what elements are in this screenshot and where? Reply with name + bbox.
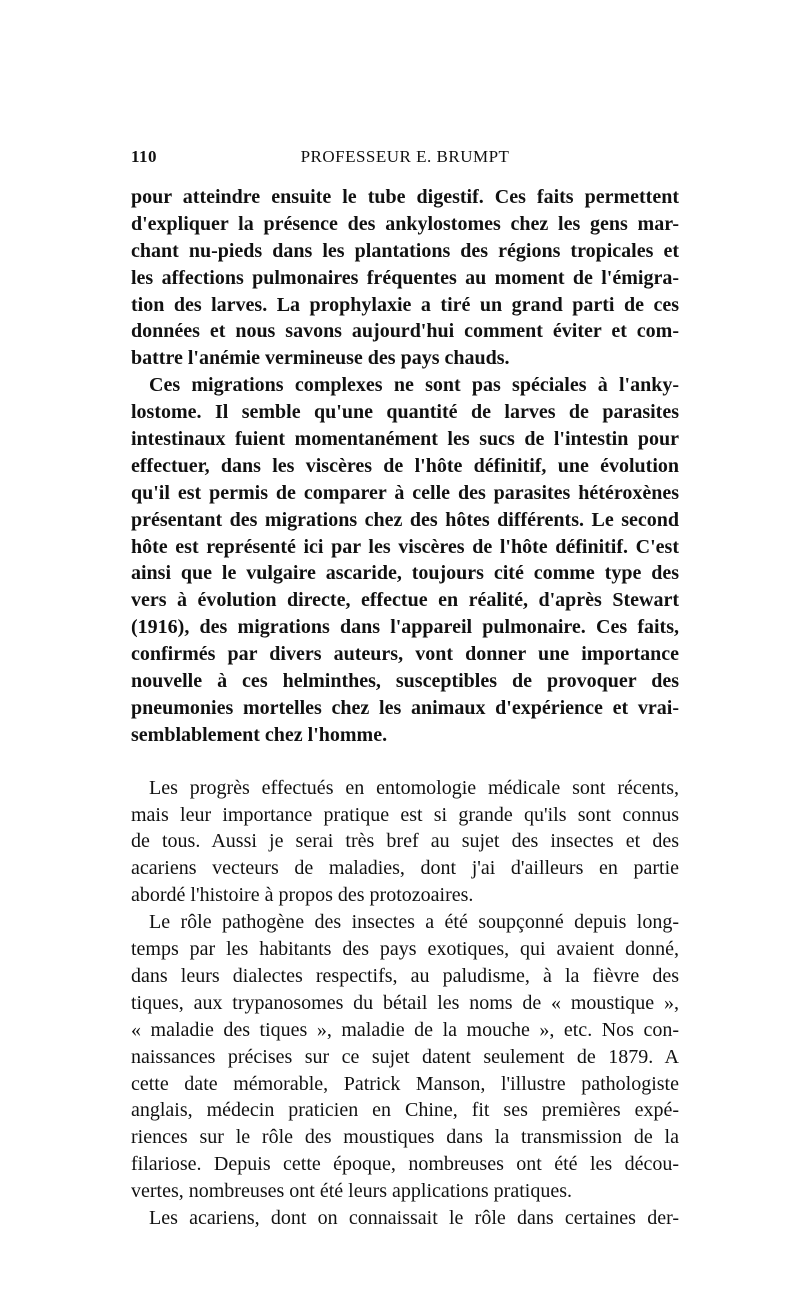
paragraph [131, 775, 679, 909]
text-line: Les acariens, dont on connaissait le rôle dans certaines der- [149, 1206, 679, 1229]
page-number: 110 [131, 147, 158, 166]
text-line: pneumonies mortelles chez les animaux d'expérience et vrai- [131, 696, 679, 719]
text-line: (1916), des migrations dans l'appareil pulmonaire. Ces faits, [131, 616, 679, 639]
text-line: d'expliquer la présence des ankylostomes chez les gens mar- [131, 212, 679, 235]
text-line: tiques, aux trypanosomes du bétail les noms de « moustique », [131, 991, 679, 1014]
text-line: Ces migrations complexes ne sont pas spéciales à l'anky- [149, 374, 679, 397]
paragraph [131, 184, 679, 372]
text-line: qu'il est permis de comparer à celle des parasites hétéroxènes [131, 481, 679, 504]
text-line: effectuer, dans les viscères de l'hôte définitif, une évolution [131, 454, 679, 477]
text-line: tion des larves. La prophylaxie a tiré un grand parti de ces [131, 293, 679, 316]
text-line: cette date mémorable, Patrick Manson, l'illustre pathologiste [131, 1072, 679, 1095]
text-line: données et nous savons aujourd'hui comment éviter et com- [131, 320, 679, 343]
text-line: abordé l'histoire à propos des protozoaires. [131, 884, 474, 907]
text-line: confirmés par divers auteurs, vont donner une importance [131, 643, 679, 666]
text-line: Le rôle pathogène des insectes a été soupçonné depuis long- [149, 911, 679, 934]
text-line: riences sur le rôle des moustiques dans la transmission de la [131, 1126, 679, 1149]
text-line: de tous. Aussi je serai très bref au sujet des insectes et des [131, 830, 679, 853]
paragraph [131, 909, 679, 1205]
text-line: naissances précises sur ce sujet datent seulement de 1879. A [131, 1045, 679, 1068]
running-head [131, 146, 679, 168]
text-line: filariose. Depuis cette époque, nombreuses ont été les décou- [131, 1153, 679, 1176]
text-line: les affections pulmonaires fréquentes au moment de l'émigra- [131, 266, 679, 289]
book-page [131, 146, 679, 1232]
running-title: PROFESSEUR E. BRUMPT [300, 147, 510, 166]
text-line: acariens vecteurs de maladies, dont j'ai d'ailleurs en partie [131, 857, 679, 880]
text-line: hôte est représenté ici par les viscères de l'hôte définitif. C'est [131, 535, 679, 558]
paragraph [131, 1205, 679, 1232]
text-line: dans leurs dialectes respectifs, au paludisme, à la fièvre des [131, 964, 679, 987]
text-line: pour atteindre ensuite le tube digestif. Ces faits permettent [131, 186, 679, 208]
text-line: battre l'anémie vermineuse des pays chauds. [131, 347, 510, 370]
text-line: chant nu-pieds dans les plantations des régions tropicales et [131, 239, 679, 262]
text-line: mais leur importance pratique est si grande qu'ils sont connus [131, 803, 679, 826]
text-line: temps par les habitants des pays exotiques, qui avaient donné, [131, 938, 679, 961]
text-line: nouvelle à ces helminthes, susceptibles de provoquer des [131, 670, 679, 693]
text-line: présentant des migrations chez des hôtes différents. Le second [131, 508, 679, 531]
section-break [131, 749, 679, 775]
text-line: ainsi que le vulgaire ascaride, toujours cité comme type des [131, 562, 679, 585]
paragraph [131, 372, 679, 748]
body-text [131, 184, 679, 1232]
text-line: intestinaux fuient momentanément les sucs de l'intestin pour [131, 428, 679, 451]
text-line: lostome. Il semble qu'une quantité de larves de parasites [131, 401, 679, 424]
text-line: vertes, nombreuses ont été leurs applications pratiques. [131, 1180, 572, 1203]
text-line: semblablement chez l'homme. [131, 723, 388, 746]
text-line: anglais, médecin praticien en Chine, fit ses premières expé- [131, 1099, 679, 1122]
text-line: « maladie des tiques », maladie de la mouche », etc. Nos con- [131, 1018, 679, 1041]
text-line: vers à évolution directe, effectue en réalité, d'après Stewart [131, 589, 679, 612]
text-line: Les progrès effectués en entomologie médicale sont récents, [149, 776, 679, 799]
